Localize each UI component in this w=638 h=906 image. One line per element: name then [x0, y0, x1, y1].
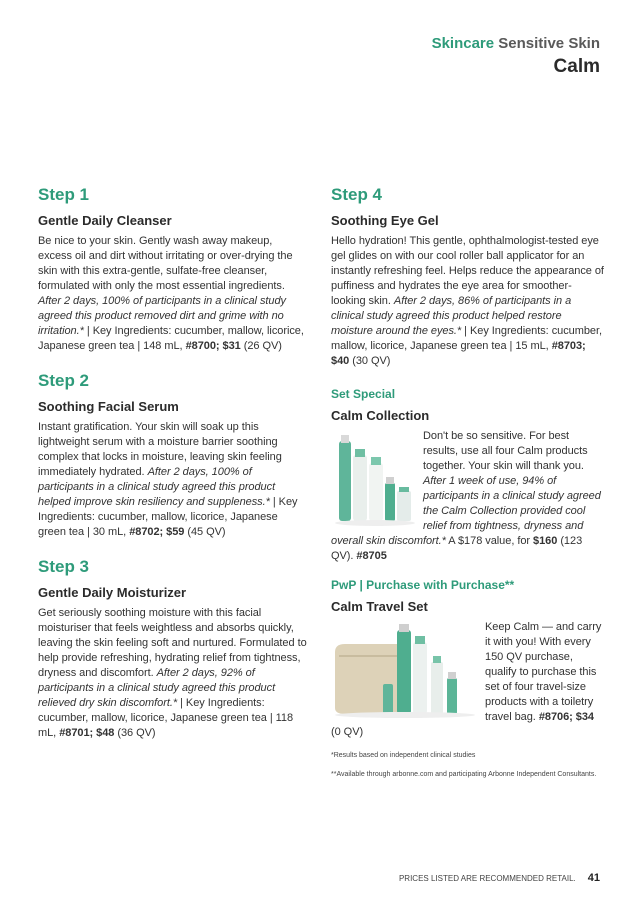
set-special-section [331, 385, 606, 564]
header-category: Skincare [431, 35, 495, 52]
set-special-value: A $178 value, for [445, 535, 534, 547]
step3-study: After 2 days, 92% of participants in a clinical study agreed this product relieved dry skin discomfort.* [38, 667, 276, 709]
set-special-title: Calm Collection [331, 408, 430, 423]
pwp-qv: (0 QV) [331, 726, 364, 738]
step2-qv: (45 QV) [184, 526, 226, 538]
step3-section [38, 556, 308, 741]
page-header [432, 34, 600, 80]
calm-collection-products-illustration [331, 433, 417, 529]
set-special-qv: (123 QV). [331, 535, 583, 562]
step4-study: After 2 days, 86% of participants in a clinical study agreed this product helped restore moisture around the eyes.* [331, 295, 572, 337]
step2-product-title: Soothing Facial Serum [38, 399, 179, 414]
step4-qv: (30 QV) [349, 355, 391, 367]
step2-text: Instant gratification. Your skin will soak up this lightweight serum with a moisture barrier soothing complex that locks in moisture, leaving skin feeling immediately hydrated. [38, 421, 282, 478]
left-column [38, 184, 308, 757]
set-special-price: $160 [533, 535, 558, 547]
pwp-label: PwP | Purchase with Purchase** [331, 578, 515, 592]
step2-section [38, 370, 308, 540]
step1-heading: Step 1 [38, 185, 90, 204]
footnote-availability: **Available through arbonne.com and participating Arbonne Independent Consultants. [331, 771, 597, 778]
calm-travel-set-illustration [331, 622, 479, 718]
step1-ingredients: | Key Ingredients: cucumber, mallow, licorice, Japanese green tea | 148 mL, [38, 325, 304, 352]
header-category-line [432, 34, 600, 54]
step1-section [38, 184, 308, 354]
pwp-title: Calm Travel Set [331, 599, 428, 614]
step3-text: Get seriously soothing moisture with this facial moisturiser that feels weightless and absorbs quickly, leaving the skin feeling soft and nurtured. Formulated to help provide refreshing, hydrating relief from tightness, dryness and discomfort. [38, 607, 307, 679]
set-special-text: Don't be so sensitive. For best results, use all four Calm products together. Your skin will thank you. [423, 430, 588, 472]
page-number: 41 [587, 872, 600, 884]
step2-ingredients: | Key Ingredients: cucumber, mallow, licorice, Japanese green tea | 30 mL, [38, 496, 298, 538]
step4-text: Hello hydration! This gentle, ophthalmologist-tested eye gel glides on with our cool roller ball applicator for an instantly refreshing feel. Helps reduce the appearance of puffiness and hydrates the eye area for smoother-looking skin. [331, 235, 604, 307]
set-special-sku: #8705 [356, 550, 387, 562]
step1-description [38, 234, 308, 354]
step1-text: Be nice to your skin. Gently wash away makeup, excess oil and dirt without irritating or over-drying the skin with this extra-gentle, sulfate-free cleanser, formulated with only the most essential ingredients. [38, 235, 293, 292]
pwp-price: #8706; $34 [538, 711, 594, 723]
calm-collection-image [331, 433, 417, 529]
step3-price: #8701; $48 [59, 727, 115, 739]
footnote-clinical: *Results based on independent clinical studies [331, 752, 476, 759]
step4-heading: Step 4 [331, 185, 383, 204]
step4-section [331, 184, 606, 369]
page-footer [399, 872, 600, 884]
header-line-name: Calm [553, 56, 600, 77]
step4-description [331, 234, 606, 369]
step3-product-title: Gentle Daily Moisturizer [38, 585, 187, 600]
pwp-text: Keep Calm — and carry it with you! With every 150 QV purchase, qualify to purchase this set of four travel-size products with a toiletry travel bag. [485, 621, 602, 723]
step4-price: #8703; $40 [331, 340, 586, 367]
step2-price: #8702; $59 [129, 526, 185, 538]
step1-qv: (26 QV) [240, 340, 282, 352]
set-special-label: Set Special [331, 387, 396, 401]
step2-study: After 2 days, 100% of participants in a clinical study agreed this product helped improve skin resiliency and suppleness.* [38, 466, 276, 508]
step3-heading: Step 3 [38, 557, 90, 576]
step3-description [38, 606, 308, 741]
step2-heading: Step 2 [38, 371, 90, 390]
step1-price: #8700; $31 [185, 340, 241, 352]
step3-qv: (36 QV) [114, 727, 156, 739]
calm-travel-set-image [331, 622, 479, 718]
step4-ingredients: | Key Ingredients: cucumber, mallow, licorice, Japanese green tea | 15 mL, [331, 325, 602, 352]
header-subcategory: Sensitive Skin [498, 35, 600, 52]
pwp-section [331, 576, 606, 740]
set-special-study: After 1 week of use, 94% of participants in a clinical study agreed the Calm Collection provided cool relief from tightness, dryness and overall skin discomfort.* [331, 475, 601, 547]
right-column [331, 184, 606, 780]
step1-product-title: Gentle Daily Cleanser [38, 213, 172, 228]
retail-price-note: PRICES LISTED ARE RECOMMENDED RETAIL. [398, 874, 576, 883]
step3-ingredients: | Key Ingredients: cucumber, mallow, licorice, Japanese green tea | 118 mL, [38, 697, 294, 739]
step4-product-title: Soothing Eye Gel [331, 213, 439, 228]
step1-study: After 2 days, 100% of participants in a clinical study agreed this product removed dirt and grime with no irritation.* [38, 295, 286, 337]
step2-description [38, 420, 308, 540]
